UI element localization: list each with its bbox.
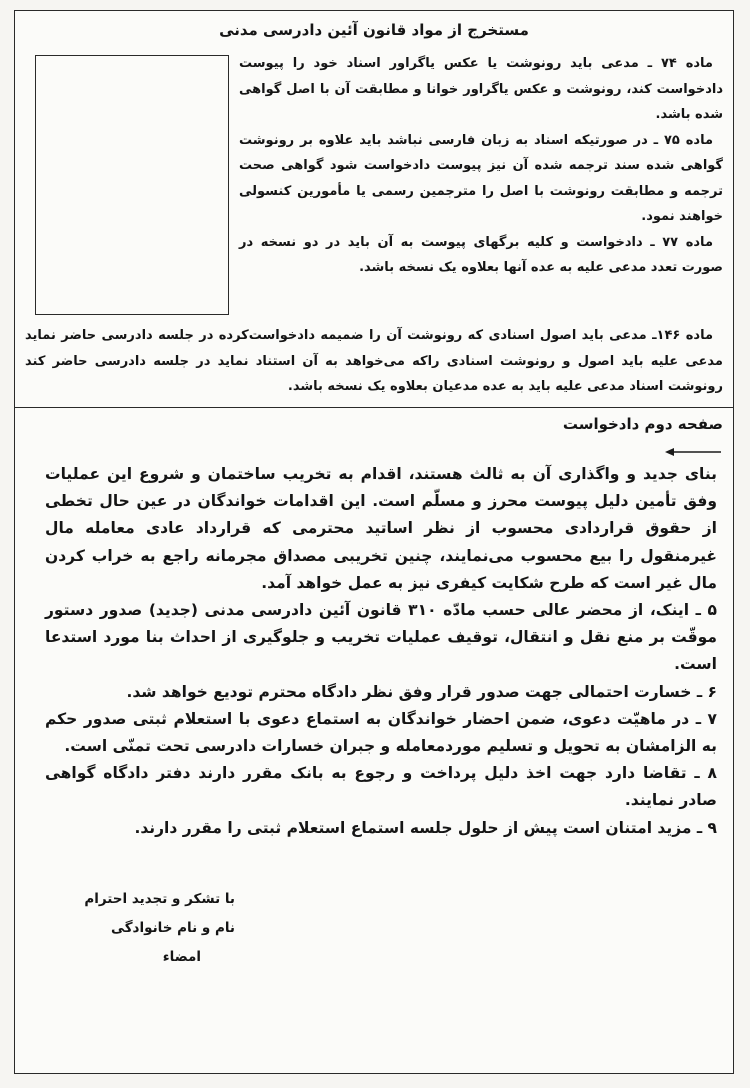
page-two-heading: صفحه دوم دادخواست [562, 415, 723, 433]
body-paragraph-6: ۶ ـ خسارت احتمالی جهت صدور قرار وفق نظر دادگاه محترم تودیع خواهد شد. [126, 682, 717, 701]
body-paragraph-8: ۸ ـ تقاضا دارد جهت اخذ دلیل پرداخت و رجوع به بانک مقرر دارند دفتر دادگاه گواهی صادر نمایند. [45, 764, 717, 810]
name-line: نام و نام خانوادگی [111, 920, 235, 936]
body-paragraph-1: بنای جدید و واگذاری آن به ثالث هستند، اقدام به تخریب ساختمان و شروع این عملیات وفق تأمین دلیل پیوست محرز و مسلّم است. این اقدامات خواندگان در عین حال تخطی از حقوق قراردادی محسوب از نظر اساتید محترمی که قرارداد عادی معامله مال غیرمنقول را بیع محسوب می‌نمایند، چنین تخریبی مصداق مجرمانه راجع به خراب کردن مال غیر است که طرح شکایت کیفری نیز به عمل خواهد آمد. [45, 465, 717, 592]
photo-placeholder-box [35, 55, 229, 315]
article-75: ماده ۷۵ ـ در صورتیکه اسناد به زبان فارسی نباشد باید علاوه بر رونوشت گواهی شده سند ترجمه شده آن نیز پیوست دادخواست شود گواهی صحت ترجمه و مطابقت رونوشت با اصل را مترجمین رسمی یا مأمورین کنسولی خواهند نمود. [239, 132, 723, 224]
law-excerpt-section [15, 11, 733, 407]
document-frame [14, 10, 734, 1074]
document-title: مستخرج از مواد قانون آئین دادرسی مدنی [219, 21, 529, 39]
closing-block [55, 885, 235, 972]
article-146-block [25, 323, 723, 400]
body-paragraph-5: ۵ ـ اینک، از محضر عالی حسب مادّه ۳۱۰ قانون آئین دادرسی مدنی (جدید) صدور دستور موقّت بر منع نقل و انتقال، توقیف عملیات تخریب و جلوگیری از احداث بنا مورد استدعا است. [45, 601, 717, 674]
articles-beside-box [239, 51, 723, 281]
article-77: ماده ۷۷ ـ دادخواست و کلیه برگهای پیوست به آن باید در دو نسخه در صورت تعدد مدعی علیه به عده آنها بعلاوه یک نسخه باشد. [239, 234, 723, 275]
left-arrow-icon [665, 445, 721, 459]
article-146: ماده ۱۴۶ـ مدعی باید اصول اسنادی که رونوشت آن را ضمیمه دادخواست‌کرده در جلسه دادرسی حاضر نماید مدعی علیه باید اصول و رونوشت اسنادی راکه می‌خواهد به آن استناد نماید در جلسه دادرسی حاضر کند رونوشت اسناد مدعی علیه باید به عده مدعیان بعلاوه یک نسخه باشد. [25, 328, 723, 394]
body-paragraph-9: ۹ ـ مزید امتنان است پیش از حلول جلسه استماع استعلام ثبتی را مقرر دارند. [134, 818, 717, 837]
body-paragraph-7: ۷ ـ در ماهیّت دعوی، ضمن احضار خواندگان به استماع دعوی با استعلام ثبتی صدور حکم به الزامشان به تحویل و تسلیم موردمعامله و جبران خسارات دادرسی تحت تمنّی است. [45, 709, 717, 756]
article-74: ماده ۷۴ ـ مدعی باید رونوشت یا عکس یاگراور اسناد خود را پیوست دادخواست کند، رونوشت و عکس یاگراور خوانا و مطابقت آن با اصل گواهی شده باشد. [239, 56, 723, 122]
petition-body [45, 461, 717, 842]
section-divider [15, 407, 733, 408]
closing-greeting: با تشکر و تجدید احترام [84, 891, 235, 907]
signature-line: امضاء [162, 949, 201, 965]
